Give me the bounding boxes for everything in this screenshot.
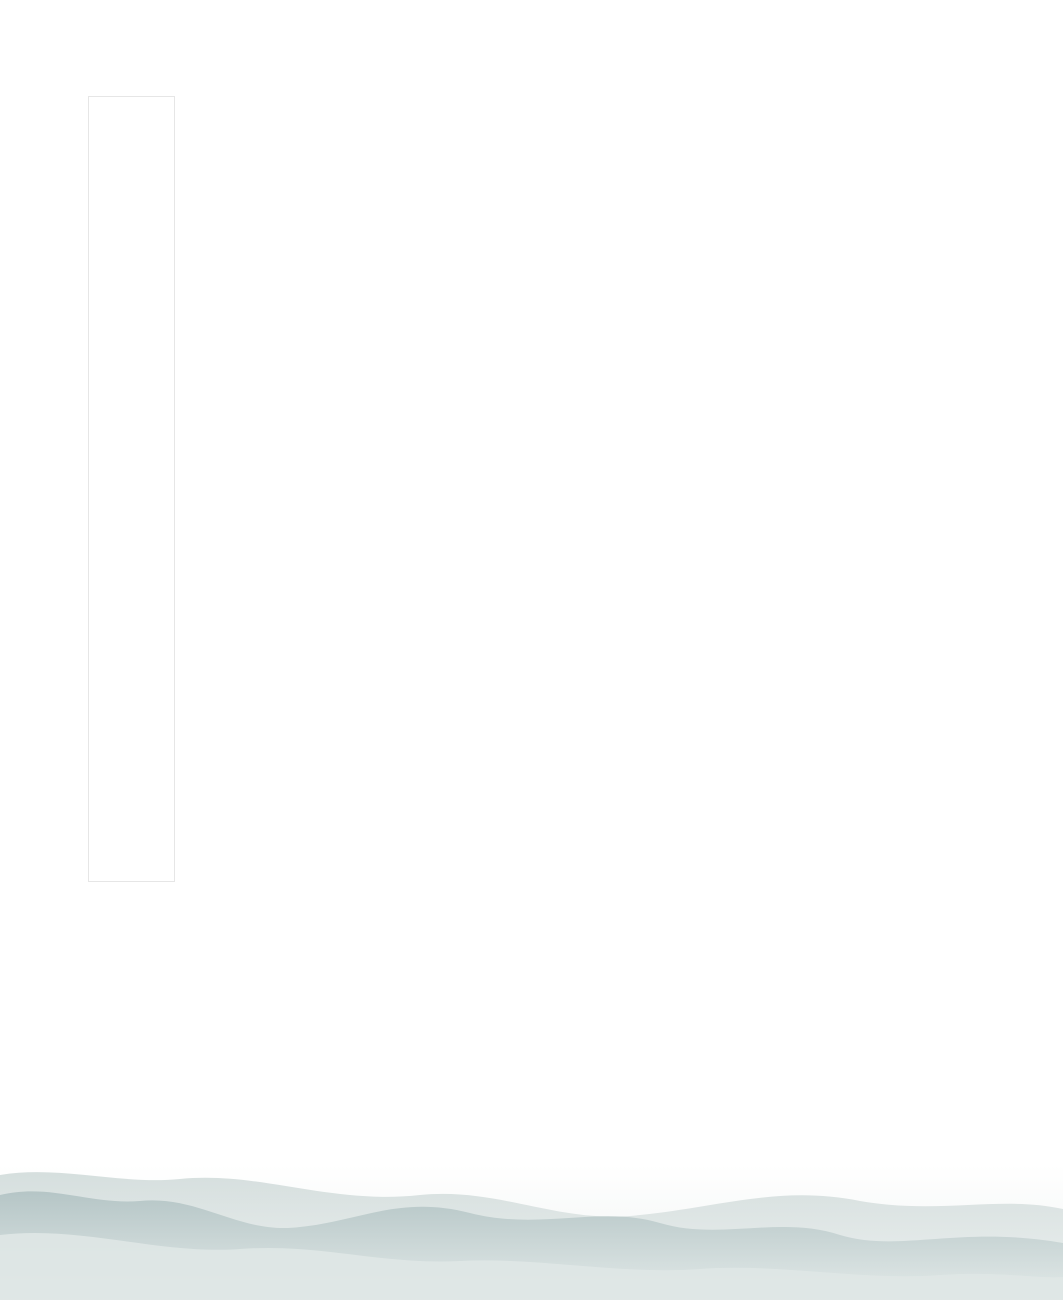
mountain-landscape-image <box>0 1165 1063 1300</box>
mountain-banner <box>0 1165 1063 1300</box>
signature-column <box>88 96 175 882</box>
